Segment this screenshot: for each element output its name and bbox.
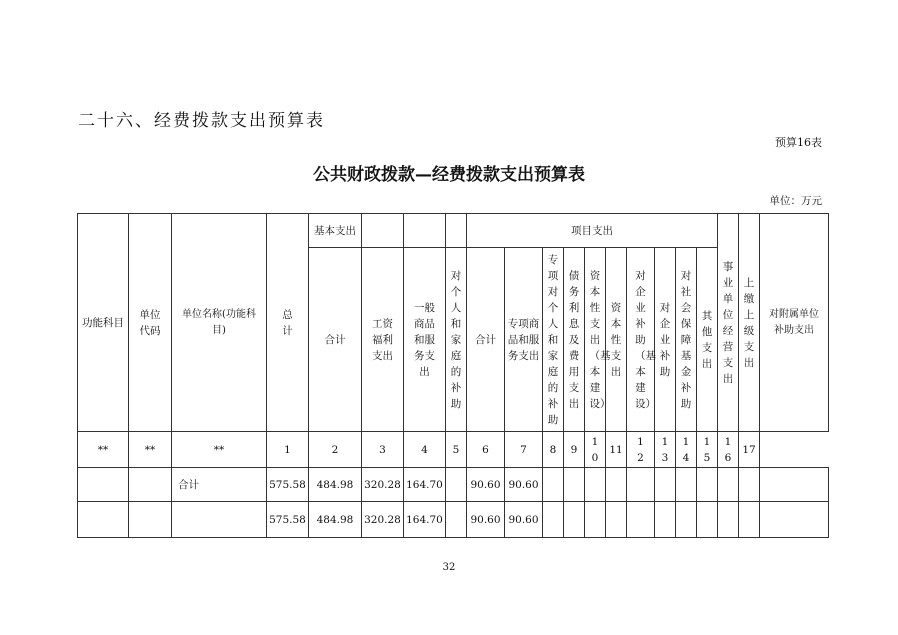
header-row-top [78,214,829,248]
section-heading: 二十六、经费拨款支出预算表 [78,111,325,131]
row-personal-subsidy [446,502,467,538]
header-enterprise: 对企业补助 [655,248,676,432]
row-special-goods: 90.60 [505,502,543,538]
header-goods-services: 一般商品和服务支出 [404,248,446,432]
index-col-4: 4 [404,432,446,468]
index-col-5: 5 [446,432,467,468]
index-unit-name: ** [172,432,267,468]
page-number: 32 [442,562,456,573]
index-col-16: 16 [718,432,739,468]
row-personal-subsidy [446,468,467,502]
form-code: 预算16表 [775,136,822,149]
row-func-subject [78,468,129,502]
header-blank-1 [362,214,404,248]
row-special-goods: 90.60 [505,468,543,502]
row-goods-services: 164.70 [404,502,446,538]
index-col-11: 11 [606,432,627,468]
index-col-15: 15 [697,432,718,468]
row-basic-sum: 484.98 [309,468,362,502]
index-col-9: 9 [564,432,585,468]
header-enterprise-basic: 对企业补助（基本建设） [627,248,655,432]
row-func-subject [78,502,129,538]
header-func-subject: 功能科目 [78,214,129,432]
row-total: 575.58 [267,502,309,538]
index-col-13: 13 [655,432,676,468]
header-total: 总计 [267,214,309,432]
row-goods-services: 164.70 [404,468,446,502]
index-col-2: 2 [309,432,362,468]
index-col-1: 1 [267,432,309,468]
header-personal-subsidy: 对个人和家庭的补助 [446,248,467,432]
header-basic-sum: 合计 [309,248,362,432]
header-project-sum: 合计 [467,248,505,432]
row-project-sum: 90.60 [467,502,505,538]
index-col-10: 10 [585,432,606,468]
header-basic-expense: 基本支出 [309,214,362,248]
row-total: 575.58 [267,468,309,502]
index-col-8: 8 [543,432,564,468]
budget-table [77,213,829,538]
index-row [78,432,829,468]
row-basic-sum: 484.98 [309,502,362,538]
table-title: 公共财政拨款—经费拨款支出预算表 [313,165,585,185]
index-col-6: 6 [467,432,505,468]
header-capital-basic: 资本性支出（基本建设） [585,248,606,432]
row-unit-code [129,502,172,538]
header-upper-level: 上缴上级支出 [739,214,760,432]
header-project-expense: 项目支出 [467,214,718,248]
row-unit-name [172,502,267,538]
table-row [78,468,829,502]
unit-label: 单位：万元 [769,195,822,207]
header-affiliated: 对附属单位补助支出 [760,214,829,432]
index-unit-code: ** [129,432,172,468]
index-col-12: 12 [627,432,655,468]
table-row [78,502,829,538]
index-col-3: 3 [362,432,404,468]
header-blank-3 [446,214,467,248]
header-other: 其他支出 [697,248,718,432]
index-col-14: 14 [676,432,697,468]
index-func-subject: ** [78,432,129,468]
header-unit-name: 单位名称(功能科目) [172,214,267,432]
row-unit-code [129,468,172,502]
header-special-goods: 专项商品和服务支出 [505,248,543,432]
row-unit-name: 合计 [172,468,267,502]
header-business-unit: 事业单位经营支出 [718,214,739,432]
row-wages-welfare: 320.28 [362,502,404,538]
header-debt-interest: 债务利息及费用支出 [564,248,585,432]
header-capital: 资本性支出 [606,248,627,432]
index-col-17: 17 [739,432,760,468]
row-project-sum: 90.60 [467,468,505,502]
header-wages-welfare: 工资福利支出 [362,248,404,432]
header-unit-code: 单位代码 [129,214,172,432]
index-col-7: 7 [505,432,543,468]
header-social-security: 对社会保障基金补助 [676,248,697,432]
row-wages-welfare: 320.28 [362,468,404,502]
header-blank-2 [404,214,446,248]
header-special-personal: 专项对个人和家庭的补助 [543,248,564,432]
